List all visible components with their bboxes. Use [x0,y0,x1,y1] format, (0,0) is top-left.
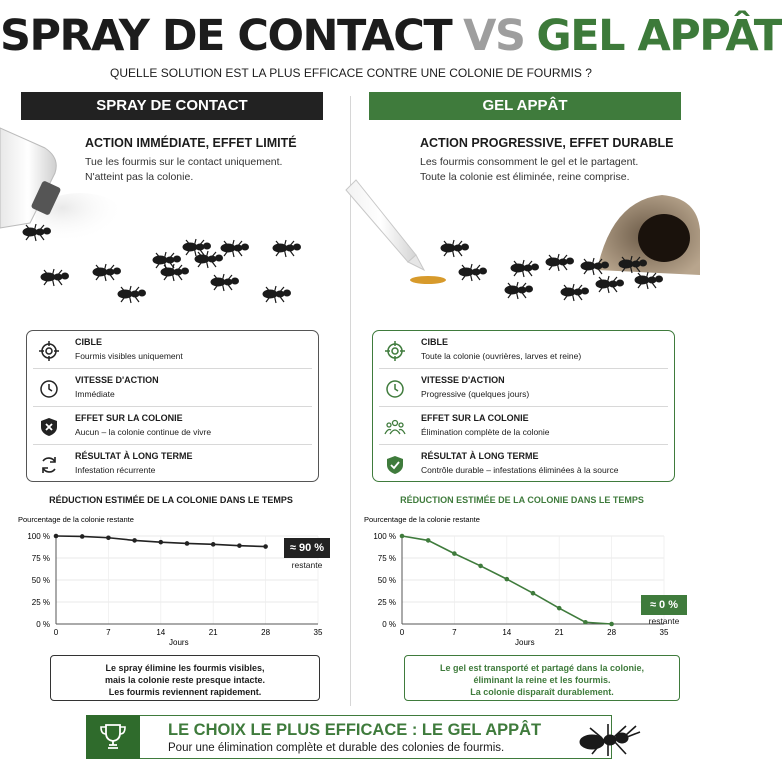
shield-x-icon [39,417,59,437]
note-line: mais la colonie reste presque intacte. [104,675,266,685]
target-icon [39,341,59,361]
left-column-header: SPRAY DE CONTACT [21,92,323,120]
data-point [505,577,510,582]
data-point [54,534,59,539]
x-tick-label: 7 [106,628,111,637]
x-tick-label: 35 [313,628,323,637]
feature-label: VITESSE D'ACTION [75,375,159,385]
feature-value: Immédiate [75,389,115,399]
feature-value: Aucun – la colonie continue de vivre [75,427,212,437]
left-feature-effet [27,407,318,444]
trophy-icon [98,723,128,751]
left-feature-resultat [27,445,318,482]
y-tick-label: 50 % [377,576,396,585]
right-feature-resultat [373,445,674,482]
right-desc-line1: Les fourmis consomment le gel et le partagent. [420,156,639,168]
feature-value: Toute la colonie (ouvrières, larves et reine) [421,351,582,361]
title-spray: SPRAY DE CONTACT [0,11,452,61]
right-feature-vitesse [373,369,674,406]
note-line: Les fourmis reviennent rapidement. [108,687,262,697]
left-desc-line2: N'atteint pas la colonie. [85,171,194,183]
x-tick-label: 0 [399,628,405,637]
shield-check-icon [385,455,405,475]
y-tick-label: 50 % [31,576,50,585]
title-gel: GEL APPÂT [536,11,782,61]
data-point [132,538,137,543]
right-feature-effet [373,407,674,444]
feature-value: Contrôle durable – infestations éliminées à la source [421,465,619,475]
left-badge: ≈ 90 % [284,538,330,558]
trophy-badge [86,715,140,759]
clock-icon [385,379,405,399]
y-tick-label: 0 % [382,620,396,629]
x-tick-label: 14 [502,628,512,637]
x-tick-label: 35 [659,628,669,637]
target-icon [385,341,405,361]
conclusion-title: LE CHOIX LE PLUS EFFICACE : LE GEL APPÂT [168,721,542,739]
x-tick-label: 7 [452,628,457,637]
data-point [159,540,164,545]
right-note-box [404,655,680,701]
note-line: éliminant la reine et les fourmis. [473,675,611,685]
y-tick-label: 75 % [377,554,396,563]
x-tick-label: 21 [208,628,218,637]
data-point [80,534,85,539]
left-badge-sub: restante [291,560,323,570]
data-point [426,538,431,543]
x-axis-label: Jours [515,638,535,647]
note-line: La colonie disparaît durablement. [470,687,614,697]
people-icon [385,417,405,437]
y-tick-label: 100 % [27,532,50,541]
data-point [106,535,111,540]
data-point [211,542,216,547]
feature-label: EFFET SUR LA COLONIE [421,413,529,423]
feature-value: Élimination complète de la colonie [421,427,550,437]
x-tick-label: 28 [607,628,617,637]
left-feature-vitesse [27,369,318,406]
data-point [478,564,483,569]
title-vs: VS [463,11,525,61]
right-chart-title: RÉDUCTION ESTIMÉE DE LA COLONIE DANS LE TEMPS [400,495,644,505]
right-feature-box [372,330,675,482]
left-feature-cible [27,331,318,368]
y-tick-label: 75 % [31,554,50,563]
ants-illustration-left [30,232,320,312]
x-axis-label: Jours [169,638,189,647]
feature-label: EFFET SUR LA COLONIE [75,413,183,423]
left-chart-title: RÉDUCTION ESTIMÉE DE LA COLONIE DANS LE TEMPS [49,495,293,505]
feature-label: CIBLE [421,337,448,347]
feature-value: Infestation récurrente [75,465,156,475]
feature-label: RÉSULTAT À LONG TERME [75,451,193,461]
x-tick-label: 0 [53,628,59,637]
x-tick-label: 14 [156,628,166,637]
main-title [0,8,782,64]
data-point [263,544,268,549]
feature-value: Progressive (quelques jours) [421,389,530,399]
right-section-title: ACTION PROGRESSIVE, EFFET DURABLE [420,136,674,150]
y-tick-label: 0 % [36,620,50,629]
feature-label: CIBLE [75,337,102,347]
left-note-box [50,655,320,701]
note-line: Le spray élimine les fourmis visibles, [105,663,265,673]
right-feature-cible [373,331,674,368]
right-chart [360,512,680,648]
conclusion-subtitle: Pour une élimination complète et durable des colonies de fourmis. [168,742,505,754]
feature-label: VITESSE D'ACTION [421,375,505,385]
ants-illustration-right [448,248,688,308]
left-desc-line1: Tue les fourmis sur le contact uniquement. [85,156,283,168]
left-chart [14,512,334,648]
y-axis-label: Pourcentage de la colonie restante [364,515,480,524]
right-desc-line2: Toute la colonie est éliminée, reine comprise. [420,171,630,183]
feature-label: RÉSULTAT À LONG TERME [421,451,539,461]
ant-illustration-bottom [572,720,652,760]
y-axis-label: Pourcentage de la colonie restante [18,515,134,524]
data-point [237,543,242,548]
data-point [185,541,190,546]
data-point [583,620,588,625]
data-point [609,622,614,627]
refresh-icon [39,455,59,475]
data-point [557,606,562,611]
data-point [531,591,536,596]
right-badge: ≈ 0 % [641,595,687,615]
right-column-header: GEL APPÂT [369,92,681,120]
clock-icon [39,379,59,399]
right-badge-sub: restante [648,616,680,626]
y-tick-label: 100 % [373,532,396,541]
x-tick-label: 21 [554,628,564,637]
left-feature-box [26,330,319,482]
subtitle: QUELLE SOLUTION EST LA PLUS EFFICACE CONTRE UNE COLONIE DE FOURMIS ? [110,66,592,80]
left-section-title: ACTION IMMÉDIATE, EFFET LIMITÉ [85,136,297,150]
x-tick-label: 28 [261,628,271,637]
feature-value: Fourmis visibles uniquement [75,351,183,361]
data-point [400,534,405,539]
y-tick-label: 25 % [31,598,50,607]
y-tick-label: 25 % [377,598,396,607]
note-line: Le gel est transporté et partagé dans la colonie, [439,663,645,673]
data-point [452,551,457,556]
